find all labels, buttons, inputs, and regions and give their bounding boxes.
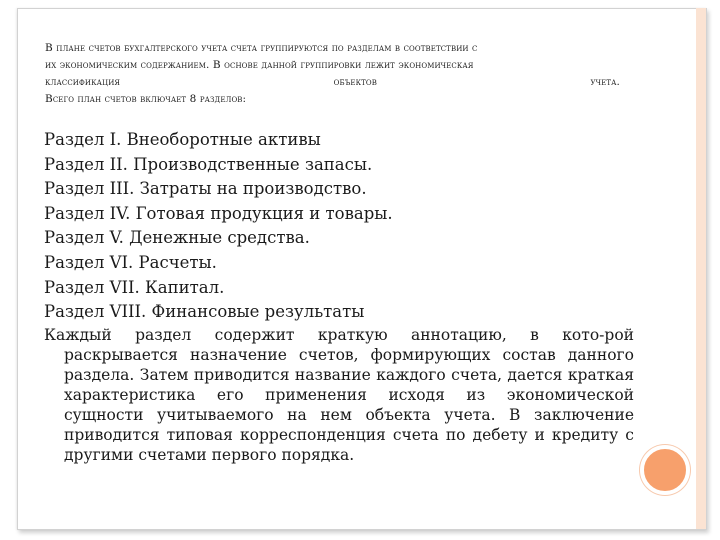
decorative-circle bbox=[640, 445, 690, 495]
intro-heading bbox=[45, 40, 620, 108]
intro-line-4: Всего план счетов включает 8 разделов: bbox=[45, 93, 247, 105]
intro-line-3-mid: объектов bbox=[333, 76, 377, 88]
section-item: Раздел VII. Капитал. bbox=[44, 277, 225, 297]
intro-line-1: В плане счетов бухгалтерского учета счета группируются по разделам в соответствии с bbox=[45, 42, 478, 54]
intro-line-3-left: классификация bbox=[45, 76, 121, 88]
section-item: Раздел III. Затраты на производство. bbox=[44, 179, 367, 199]
intro-line-3 bbox=[45, 74, 620, 91]
decorative-side-bar bbox=[696, 8, 706, 529]
section-item: Раздел V. Денежные средства. bbox=[44, 228, 310, 248]
section-item: Раздел IV. Готовая продукция и товары. bbox=[44, 203, 393, 223]
description-paragraph: Каждый раздел содержит краткую аннотацию, в кото-рой раскрывается назначение счетов, формирующих состав данного раздела. Затем приводится название каждого счета, дается краткая характеристика его применения исходя из экономической сущности учитываемого на нем объекта учета. В заключение приводится типовая корреспонденция счета по дебету и кредиту с другими счетами первого порядка. bbox=[44, 326, 634, 464]
section-item: Раздел VI. Расчеты. bbox=[44, 252, 217, 272]
section-item: Раздел I. Внеоборотные активы bbox=[44, 130, 321, 149]
intro-line-2: их экономическим содержанием. В основе данной группировки лежит экономическая bbox=[45, 59, 474, 71]
section-item: Раздел VIII. Финансовые результаты bbox=[44, 302, 365, 322]
sections-list bbox=[44, 128, 624, 325]
intro-line-3-right: учета. bbox=[590, 76, 620, 88]
section-item: Раздел II. Производственные запасы. bbox=[44, 154, 373, 174]
